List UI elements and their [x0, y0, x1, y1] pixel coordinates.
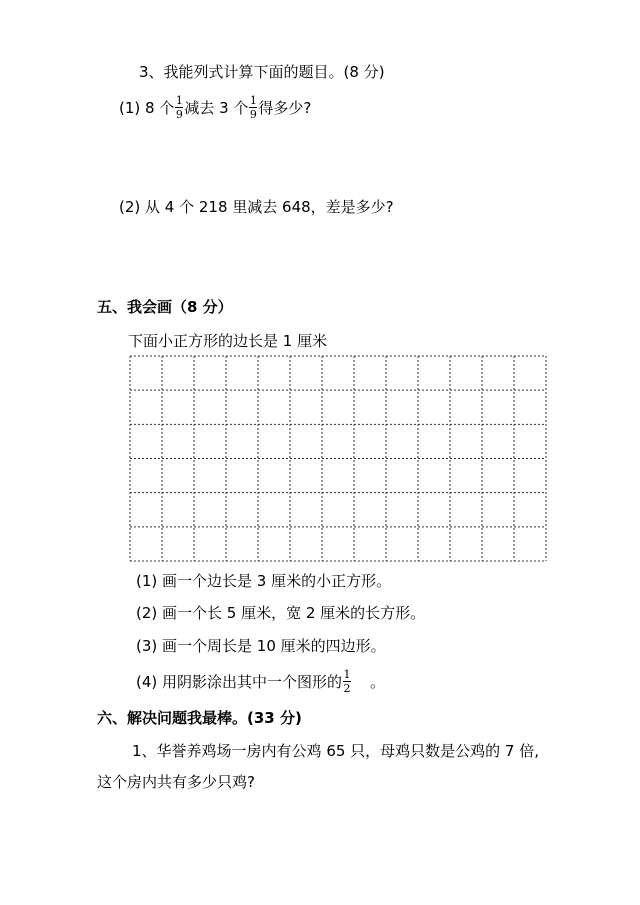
q3-part2: (2) 从 4 个 218 里减去 648，差是多少?: [119, 198, 394, 216]
q3-part1-post: 得多少?: [258, 99, 312, 117]
section6-heading: 六、解决问题我最棒。(33 分): [97, 709, 302, 727]
section6-q1-line1: 1、华誉养鸡场一房内有公鸡 65 只，母鸡只数是公鸡的 7 倍,: [132, 742, 540, 760]
q3-part1-pre: (1) 8 个: [119, 99, 175, 117]
q3-part1-mid: 减去 3 个: [184, 99, 249, 117]
draw-item-3: (3) 画一个周长是 10 厘米的四边形。: [136, 637, 386, 655]
q3-heading: 3、我能列式计算下面的题目。(8 分): [139, 63, 385, 81]
fraction-one-ninth-b: [249, 95, 257, 120]
fraction-numerator: 1: [175, 94, 183, 107]
fraction-denominator: 2: [343, 682, 351, 695]
draw-item-4-post: 。: [370, 673, 386, 691]
fraction-one-ninth-a: [175, 95, 183, 120]
draw-item-4: [136, 670, 385, 695]
fraction-numerator: 1: [249, 94, 257, 107]
fraction-numerator: 1: [343, 668, 351, 681]
fraction-denominator: 9: [249, 108, 257, 121]
section6-q1-line2: 这个房内共有多少只鸡?: [97, 773, 255, 791]
section5-intro: 下面小正方形的边长是 1 厘米: [128, 332, 328, 350]
draw-item-2: (2) 画一个长 5 厘米，宽 2 厘米的长方形。: [136, 604, 426, 622]
fraction-denominator: 9: [175, 108, 183, 121]
square-grid: [129, 355, 547, 562]
q3-part1: [119, 96, 311, 121]
section5-heading: 五、我会画（8 分）: [97, 298, 233, 316]
draw-item-4-pre: (4) 用阴影涂出其中一个图形的: [136, 673, 343, 691]
fraction-one-half: [343, 669, 351, 694]
draw-item-1: (1) 画一个边长是 3 厘米的小正方形。: [136, 572, 392, 590]
